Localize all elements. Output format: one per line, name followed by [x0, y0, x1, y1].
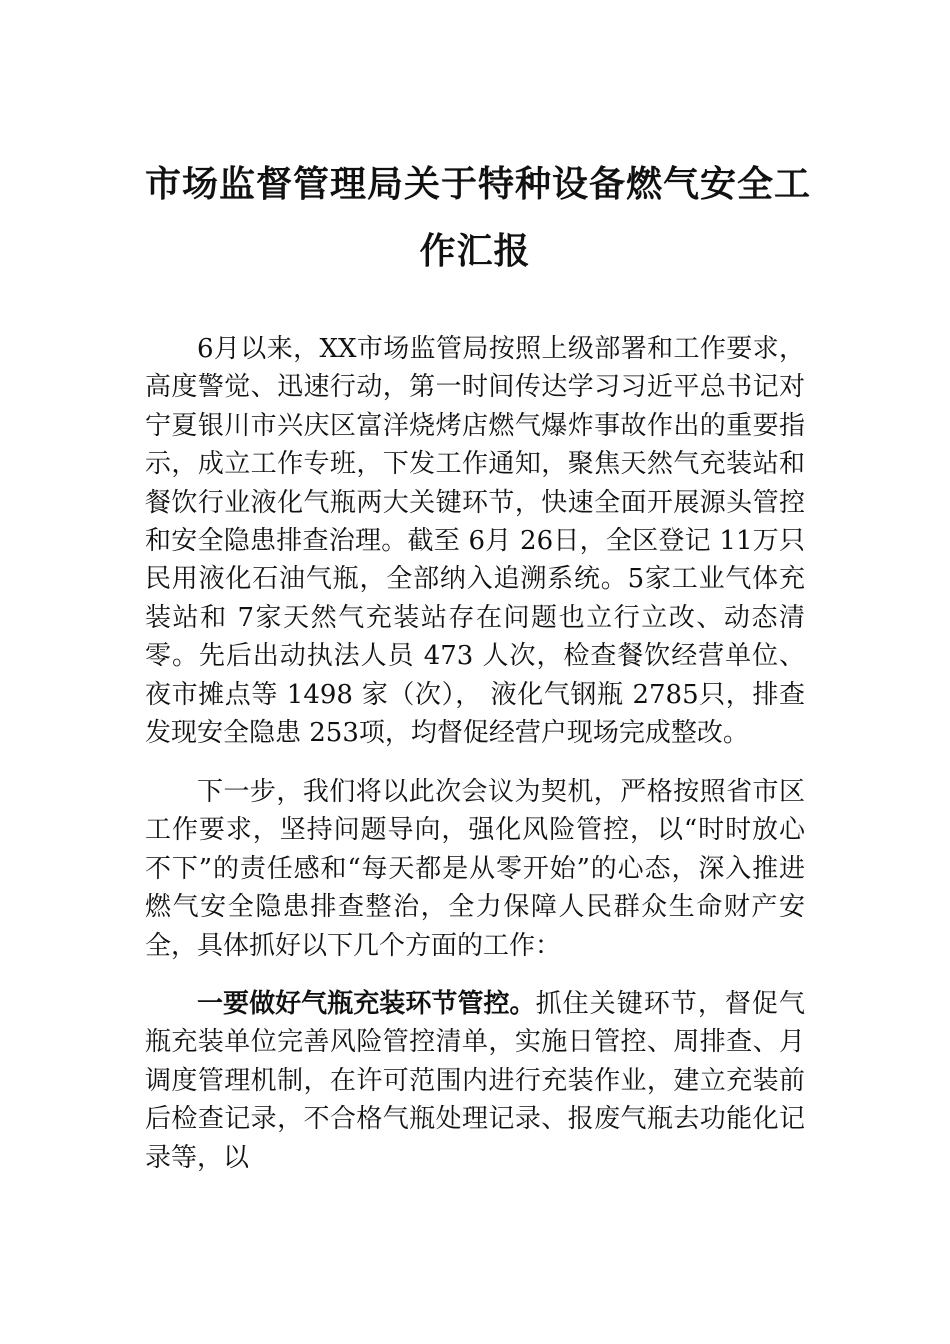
paragraph-next-steps: 下一步，我们将以此次会议为契机，严格按照省市区工作要求，坚持问题导向，强化风险管控，以“时时放心不下”的责任感和“每天都是从零开始”的心态，深入推进燃气安全隐患排查整治，全力保障人民群众生命财产安全，具体抓好以下几个方面的工作： — [145, 777, 805, 961]
document-title-line-2: 作汇报 — [419, 230, 531, 272]
paragraph-cylinder-filling-control — [145, 985, 805, 1177]
paragraph-progress-summary: 6月以来，XX市场监管局按照上级部署和工作要求，高度警觉、迅速行动，第一时间传达学习习近平总书记对宁夏银川市兴庆区富洋烧烤店燃气爆炸事故作出的重要指示，成立工作专班，下发工作通知，聚焦天然气充装站和餐饮行业液化气瓶两大关键环节，快速全面开展源头管控和安全隐患排查治理。截至 6月 26日，全区登记 11万只民用液化石油气瓶，全部纳入追溯系统。5家工业气体充装站和 7家天然气充装站存在问题也立行立改、动态清零。先后出动执法人员 473 人次，检查餐饮经营单位、夜市摊点等 1498 家（次）， 液化气钢瓶 2785只，排查发现安全隐患 253项，均督促经营户现场完成整改。 — [145, 334, 805, 749]
document-title-line-1: 市场监督管理局关于特种设备燃气安全工 — [145, 163, 812, 205]
paragraph-lead-heading: 一要做好气瓶充装环节管控。 — [197, 989, 536, 1019]
paragraph-body: 抓住关键环节，督促气瓶充装单位完善风险管控清单，实施日管控、周排查、月调度管理机制，在许可范围内进行充装作业，建立充装前后检查记录，不合格气瓶处理记录、报废气瓶去功能化记录等，以 — [145, 989, 805, 1173]
